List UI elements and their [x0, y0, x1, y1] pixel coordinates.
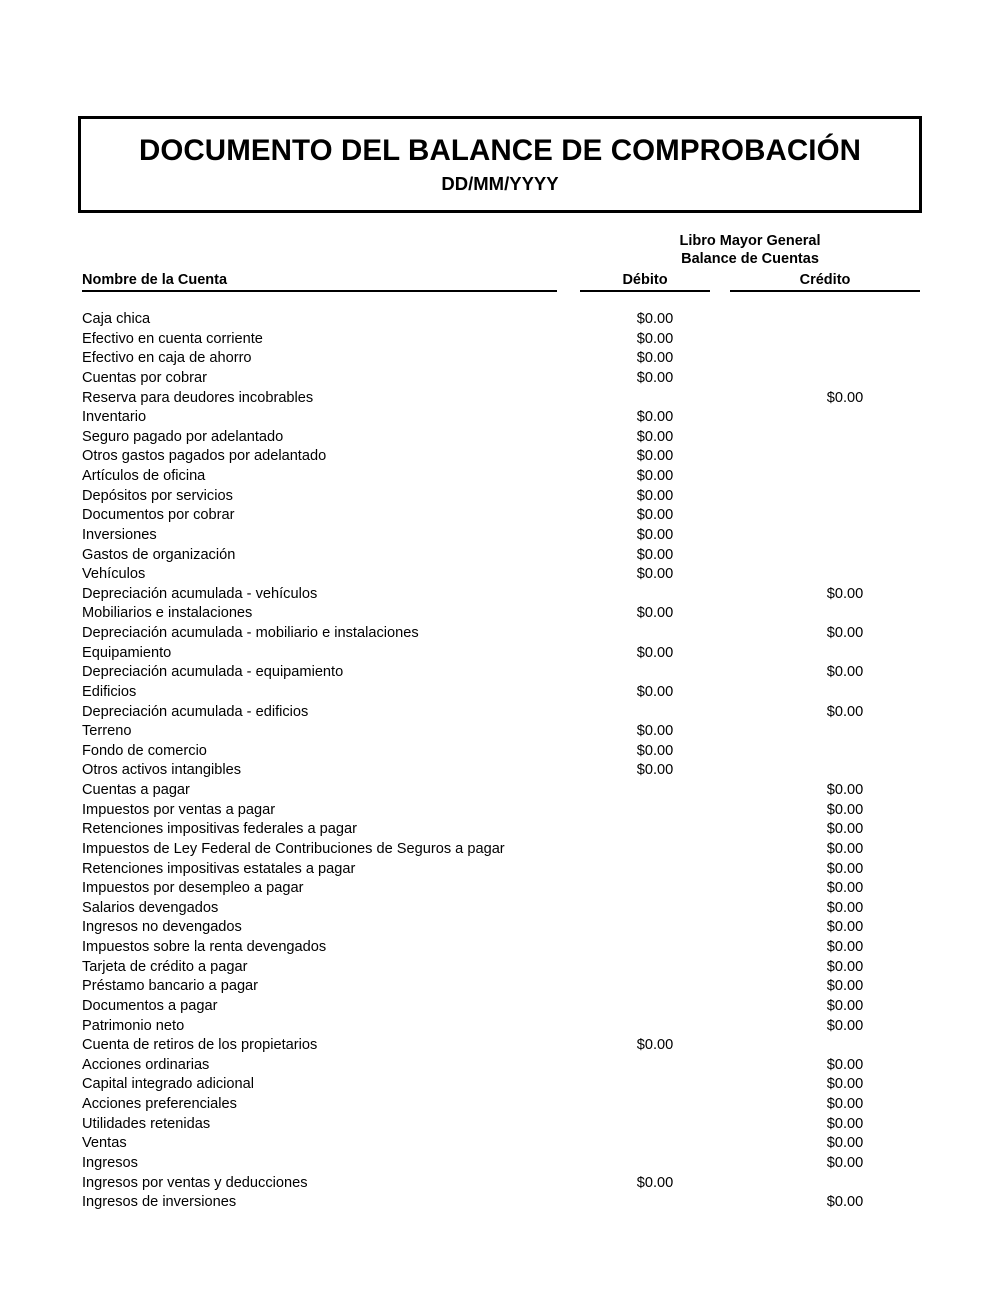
account-name-cell: Ingresos de inversiones — [82, 1194, 237, 1211]
credit-amount-cell: $0.00 — [826, 664, 864, 681]
account-name-cell: Ingresos por ventas y deducciones — [82, 1174, 308, 1191]
account-name-cell: Efectivo en caja de ahorro — [82, 350, 252, 367]
credit-amount-cell: $0.00 — [826, 1017, 864, 1034]
account-name-cell: Terreno — [82, 723, 132, 740]
debit-amount-cell: $0.00 — [636, 683, 674, 700]
table-row — [0, 526, 1000, 546]
debit-amount-cell: $0.00 — [636, 605, 674, 622]
account-name-cell: Cuenta de retiros de los propietarios — [82, 1037, 318, 1054]
account-name-cell: Depreciación acumulada - mobiliario e instalaciones — [82, 625, 419, 641]
table-row — [0, 1075, 1000, 1095]
table-row — [0, 349, 1000, 369]
table-row — [0, 408, 1000, 428]
table-row — [0, 1095, 1000, 1115]
table-row — [0, 1056, 1000, 1076]
table-row — [0, 1193, 1000, 1213]
credit-amount-cell: $0.00 — [826, 1115, 864, 1132]
credit-amount-cell: $0.00 — [826, 389, 864, 406]
debit-amount-cell: $0.00 — [636, 546, 674, 563]
account-name-cell: Acciones ordinarias — [82, 1056, 210, 1073]
credit-amount-cell: $0.00 — [826, 1076, 864, 1093]
credit-amount-cell: $0.00 — [826, 840, 864, 857]
account-name-cell: Ingresos — [82, 1154, 138, 1171]
ledger-heading-line2: Balance de Cuentas — [681, 250, 819, 267]
table-row — [0, 1115, 1000, 1135]
account-name-cell: Cuentas a pagar — [82, 782, 190, 798]
debit-amount-cell: $0.00 — [636, 742, 674, 759]
table-row — [0, 1036, 1000, 1056]
credit-amount-cell: $0.00 — [826, 860, 864, 877]
credit-amount-cell: $0.00 — [826, 939, 864, 955]
table-row — [0, 663, 1000, 683]
account-name-cell: Vehículos — [82, 566, 146, 583]
table-row — [0, 585, 1000, 605]
account-name-cell: Depreciación acumulada - vehículos — [82, 585, 318, 602]
credit-amount-cell: $0.00 — [826, 1096, 864, 1112]
debit-amount-cell: $0.00 — [636, 644, 674, 661]
debit-amount-cell: $0.00 — [636, 1174, 674, 1191]
account-name-cell: Documentos por cobrar — [82, 507, 235, 524]
account-name-cell: Inventario — [82, 409, 147, 426]
account-name-cell: Patrimonio neto — [82, 1017, 185, 1034]
account-name-cell: Seguro pagado por adelantado — [82, 428, 284, 445]
table-row — [0, 487, 1000, 507]
debit-amount-cell: $0.00 — [636, 762, 674, 779]
account-name-cell: Cuentas por cobrar — [82, 369, 207, 386]
account-name-cell: Impuestos por desempleo a pagar — [82, 880, 304, 897]
column-header-credit: Crédito — [799, 272, 851, 288]
account-name-cell: Caja chica — [82, 311, 151, 327]
debit-amount-cell: $0.00 — [636, 330, 674, 347]
table-row — [0, 369, 1000, 389]
debit-amount-cell: $0.00 — [636, 369, 674, 386]
debit-amount-cell: $0.00 — [636, 428, 674, 445]
table-row — [0, 389, 1000, 409]
credit-amount-cell: $0.00 — [826, 1135, 864, 1152]
credit-amount-cell: $0.00 — [826, 703, 864, 720]
table-row — [0, 604, 1000, 624]
credit-amount-cell: $0.00 — [826, 978, 864, 995]
table-row — [0, 683, 1000, 703]
debit-amount-cell: $0.00 — [636, 566, 674, 583]
account-name-cell: Artículos de oficina — [82, 468, 206, 484]
table-row — [0, 703, 1000, 723]
table-row — [0, 781, 1000, 801]
account-name-cell: Depreciación acumulada - equipamiento — [82, 664, 344, 681]
table-row — [0, 801, 1000, 821]
account-name-cell: Inversiones — [82, 526, 157, 543]
account-name-cell: Gastos de organización — [82, 546, 236, 563]
ledger-heading-line1: Libro Mayor General — [679, 233, 821, 249]
account-name-cell: Utilidades retenidas — [82, 1115, 211, 1132]
table-row — [0, 997, 1000, 1017]
debit-amount-cell: $0.00 — [636, 723, 674, 740]
credit-amount-cell: $0.00 — [826, 585, 864, 602]
debit-amount-cell: $0.00 — [636, 350, 674, 367]
table-row — [0, 310, 1000, 330]
account-name-cell: Salarios devengados — [82, 899, 219, 916]
account-name-cell: Depreciación acumulada - edificios — [82, 703, 309, 720]
table-row — [0, 644, 1000, 664]
credit-amount-cell: $0.00 — [826, 625, 864, 641]
table-row — [0, 860, 1000, 880]
account-name-cell: Retenciones impositivas estatales a pagar — [82, 860, 356, 877]
document-date: DD/MM/YYYY — [441, 172, 559, 194]
account-name-cell: Efectivo en cuenta corriente — [82, 330, 263, 347]
table-row — [0, 761, 1000, 781]
column-rule-debit — [580, 290, 710, 292]
debit-amount-cell: $0.00 — [636, 409, 674, 426]
credit-amount-cell: $0.00 — [826, 997, 864, 1014]
table-row — [0, 742, 1000, 762]
table-row — [0, 1174, 1000, 1194]
credit-amount-cell: $0.00 — [826, 880, 864, 897]
table-row — [0, 722, 1000, 742]
table-row — [0, 879, 1000, 899]
account-name-cell: Tarjeta de crédito a pagar — [82, 958, 248, 975]
table-row — [0, 977, 1000, 997]
account-name-cell: Impuestos de Ley Federal de Contribuciones de Seguros a pagar — [82, 840, 505, 857]
debit-amount-cell: $0.00 — [636, 448, 674, 465]
account-name-cell: Mobiliarios e instalaciones — [82, 605, 253, 622]
credit-amount-cell: $0.00 — [826, 801, 864, 818]
account-name-cell: Ingresos no devengados — [82, 919, 242, 936]
document-title-box — [78, 116, 922, 213]
account-name-cell: Acciones preferenciales — [82, 1096, 237, 1112]
account-name-cell: Depósitos por servicios — [82, 487, 233, 504]
ledger-heading — [580, 233, 920, 268]
credit-amount-cell: $0.00 — [826, 782, 864, 798]
credit-amount-cell: $0.00 — [826, 1154, 864, 1171]
account-name-cell: Otros activos intangibles — [82, 762, 241, 779]
column-header-debit: Débito — [622, 272, 668, 288]
debit-amount-cell: $0.00 — [636, 526, 674, 543]
table-row — [0, 447, 1000, 467]
account-name-cell: Documentos a pagar — [82, 997, 218, 1014]
debit-amount-cell: $0.00 — [636, 1037, 674, 1054]
table-row — [0, 330, 1000, 350]
debit-amount-cell: $0.00 — [636, 487, 674, 504]
credit-amount-cell: $0.00 — [826, 958, 864, 975]
account-name-cell: Reserva para deudores incobrables — [82, 389, 314, 406]
table-row — [0, 546, 1000, 566]
page-title: DOCUMENTO DEL BALANCE DE COMPROBACIÓN — [138, 134, 862, 168]
table-row — [0, 840, 1000, 860]
table-row — [0, 899, 1000, 919]
column-header-account-name: Nombre de la Cuenta — [82, 272, 228, 288]
account-rows — [0, 310, 1000, 1213]
debit-amount-cell: $0.00 — [636, 507, 674, 524]
credit-amount-cell: $0.00 — [826, 821, 864, 838]
table-row — [0, 938, 1000, 958]
account-name-cell: Capital integrado adicional — [82, 1076, 254, 1093]
account-name-cell: Préstamo bancario a pagar — [82, 978, 259, 995]
account-name-cell: Edificios — [82, 683, 137, 700]
table-row — [0, 506, 1000, 526]
account-name-cell: Impuestos sobre la renta devengados — [82, 939, 327, 955]
column-rule-credit — [730, 290, 920, 292]
account-name-cell: Equipamiento — [82, 644, 172, 661]
table-row — [0, 565, 1000, 585]
credit-amount-cell: $0.00 — [826, 1056, 864, 1073]
credit-amount-cell: $0.00 — [826, 919, 864, 936]
account-name-cell: Impuestos por ventas a pagar — [82, 801, 276, 818]
column-rule-account-name — [82, 290, 557, 292]
table-row — [0, 1017, 1000, 1037]
table-row — [0, 958, 1000, 978]
account-name-cell: Retenciones impositivas federales a pagar — [82, 821, 358, 838]
table-row — [0, 467, 1000, 487]
account-name-cell: Ventas — [82, 1135, 127, 1152]
credit-amount-cell: $0.00 — [826, 1194, 864, 1211]
debit-amount-cell: $0.00 — [636, 468, 674, 484]
account-name-cell: Otros gastos pagados por adelantado — [82, 448, 327, 465]
table-row — [0, 428, 1000, 448]
account-name-cell: Fondo de comercio — [82, 742, 207, 759]
table-row — [0, 1154, 1000, 1174]
debit-amount-cell: $0.00 — [636, 311, 674, 327]
table-row — [0, 1134, 1000, 1154]
table-row — [0, 918, 1000, 938]
table-row — [0, 820, 1000, 840]
table-row — [0, 624, 1000, 644]
credit-amount-cell: $0.00 — [826, 899, 864, 916]
